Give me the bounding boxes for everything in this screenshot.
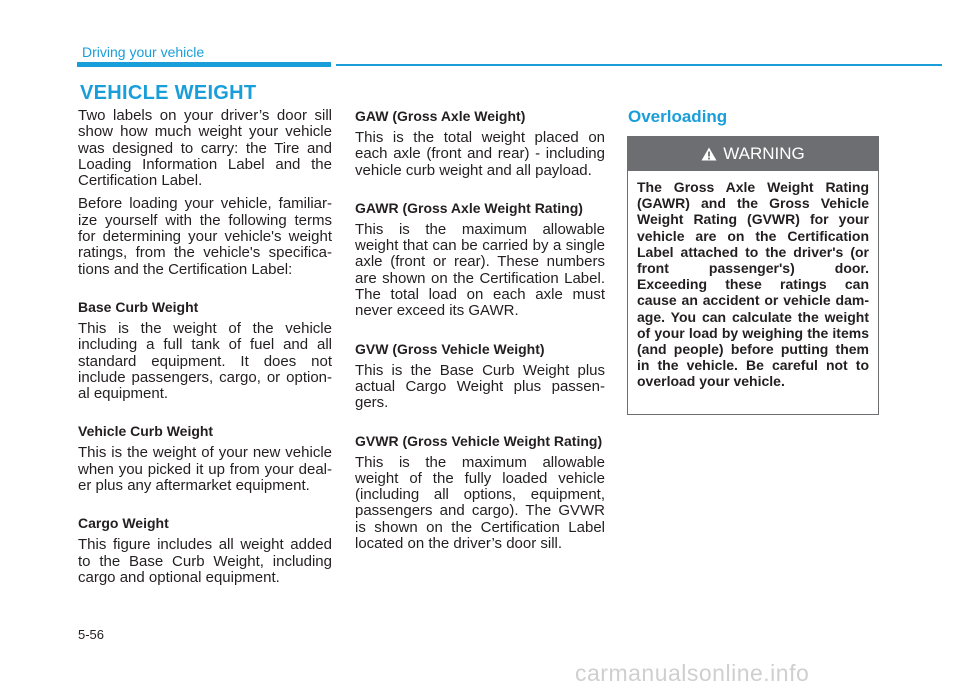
base-curb-weight-heading: Base Curb Weight — [78, 298, 199, 315]
warning-label: WARNING — [723, 144, 805, 163]
gvwr-heading: GVWR (Gross Vehicle Weight Rating) — [355, 432, 603, 449]
warning-triangle-icon — [701, 147, 717, 161]
gvw-text: This is the Base Curb Weight plus actual Cargo Weight plus passen- gers. — [355, 361, 605, 412]
warning-box — [627, 136, 879, 415]
intro-paragraph-1: Two labels on your driver’s door sill show how much weight your vehicle was designed to carry: the Tire and Loading Information Label and the Certification Label. — [78, 107, 332, 190]
gaw-text: This is the total weight placed on each axle (front and rear) - including vehicle curb weight and all payload. — [355, 129, 605, 179]
header-rule-thin — [336, 64, 942, 66]
section-label: Driving your vehicle — [82, 44, 205, 60]
column-2 — [355, 108, 605, 559]
gvw-heading: GVW (Gross Vehicle Weight) — [355, 340, 545, 357]
header-rule-thick — [77, 62, 331, 67]
cargo-weight-text: This figure includes all weight added to the Base Curb Weight, including cargo and optional equipment. — [78, 536, 332, 586]
vehicle-curb-weight-text: This is the weight of your new vehicle when you picked it up from your deal- er plus any aftermarket equipment. — [78, 444, 332, 495]
overloading-heading: Overloading — [628, 107, 728, 126]
gvwr-text: This is the maximum allowable weight of the fully loaded vehicle (including all options, equipment, passengers and cargo). The GVWR is shown on the Certification Label located on the driver’s door sill. — [355, 453, 605, 553]
vehicle-curb-weight-heading: Vehicle Curb Weight — [78, 423, 214, 440]
page-number: 5-56 — [78, 627, 105, 642]
gawr-heading: GAWR (Gross Axle Weight Rating) — [355, 199, 583, 216]
page-title: VEHICLE WEIGHT — [80, 82, 257, 104]
column-1 — [78, 108, 332, 593]
warning-header — [628, 137, 878, 171]
warning-text: The Gross Axle Weight Rating (GAWR) and the Gross Vehicle Weight Rating (GVWR) for your vehicle are on the Certification Label attached to the driver's (or front passenger's) door. Exceeding these ratings can cause an accident or vehicle dam- age. You can calculate the weight of your load by weighing the items (and people) before putting them in the vehicle. Be careful not to overload your vehicle. — [637, 179, 869, 390]
cargo-weight-heading: Cargo Weight — [78, 515, 169, 532]
watermark: carmanualsonline.info — [575, 660, 810, 686]
gawr-text: This is the maximum allowable weight that can be carried by a single axle (front or rear). These numbers are shown on the Certification Label. The total load on each axle must never exceed its GAWR. — [355, 220, 605, 320]
gaw-heading: GAW (Gross Axle Weight) — [355, 108, 526, 124]
base-curb-weight-text: This is the weight of the vehicle including a full tank of fuel and all standard equipment. It does not include passengers, cargo, or option- al equipment. — [78, 319, 332, 403]
intro-paragraph-2: Before loading your vehicle, familiar- ize yourself with the following terms for determining your vehicle's weight ratings, from the vehicle's specifica- tions and the Certification Label: — [78, 195, 332, 278]
